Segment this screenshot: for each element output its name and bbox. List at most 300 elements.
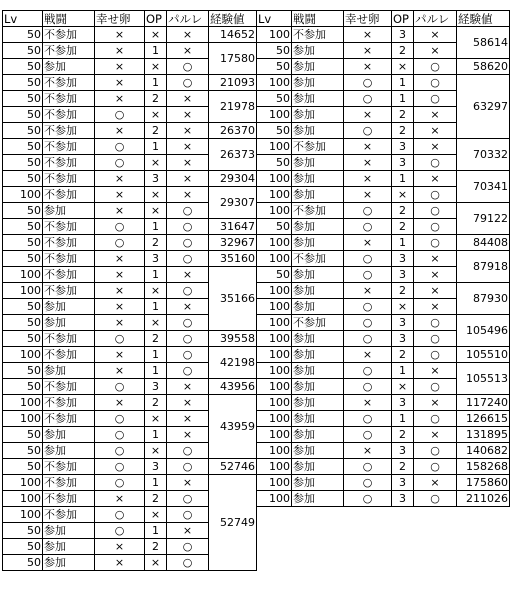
lv-cell: 50: [257, 267, 292, 283]
parle-cell: ○: [414, 411, 457, 427]
parle-cell: ○: [167, 235, 209, 251]
battle-cell: 参加: [292, 91, 344, 107]
lv-cell: 100: [3, 395, 43, 411]
lv-cell: 100: [257, 251, 292, 267]
op-cell: ×: [145, 315, 167, 331]
table-row: [3, 251, 257, 267]
op-cell: 3: [392, 443, 414, 459]
parle-cell: ×: [167, 139, 209, 155]
battle-cell: 参加: [43, 523, 95, 539]
lucky-egg-cell: ×: [344, 443, 392, 459]
lucky-egg-cell: ×: [95, 251, 145, 267]
parle-cell: ×: [414, 475, 457, 491]
battle-cell: 参加: [43, 555, 95, 571]
exp-cell: 17580: [209, 43, 257, 75]
lucky-egg-cell: ○: [344, 123, 392, 139]
exp-cell: 52749: [209, 475, 257, 571]
exp-cell: 105496: [457, 315, 510, 347]
right-table: [256, 10, 510, 507]
battle-cell: 不参加: [43, 459, 95, 475]
parle-cell: ×: [167, 475, 209, 491]
parle-cell: ○: [414, 219, 457, 235]
lv-cell: 50: [3, 59, 43, 75]
table-row: [257, 251, 510, 267]
parle-cell: ×: [414, 27, 457, 43]
op-cell: 3: [392, 475, 414, 491]
battle-cell: 不参加: [43, 251, 95, 267]
op-cell: 2: [392, 107, 414, 123]
battle-cell: 参加: [292, 267, 344, 283]
parle-cell: ○: [414, 459, 457, 475]
op-cell: ×: [145, 187, 167, 203]
op-cell: 2: [392, 43, 414, 59]
op-cell: 1: [145, 267, 167, 283]
op-cell: 3: [392, 27, 414, 43]
parle-cell: ×: [414, 363, 457, 379]
lucky-egg-cell: ○: [344, 379, 392, 395]
lv-cell: 50: [3, 27, 43, 43]
op-cell: 2: [145, 123, 167, 139]
parle-cell: ○: [167, 331, 209, 347]
lucky-egg-cell: ○: [344, 299, 392, 315]
op-cell: 2: [145, 235, 167, 251]
parle-cell: ○: [414, 347, 457, 363]
battle-cell: 不参加: [292, 139, 344, 155]
battle-cell: 不参加: [43, 75, 95, 91]
battle-cell: 不参加: [43, 283, 95, 299]
op-cell: 3: [145, 459, 167, 475]
table-row: [257, 459, 510, 475]
lucky-egg-cell: ×: [95, 539, 145, 555]
parle-cell: ○: [167, 219, 209, 235]
op-cell: 3: [392, 315, 414, 331]
header-op: OP: [145, 11, 167, 27]
parle-cell: ○: [414, 331, 457, 347]
lucky-egg-cell: ×: [95, 267, 145, 283]
lv-cell: 50: [257, 123, 292, 139]
lucky-egg-cell: ×: [344, 59, 392, 75]
battle-cell: 参加: [43, 299, 95, 315]
exp-cell: 131895: [457, 427, 510, 443]
table-row: [257, 203, 510, 219]
parle-cell: ○: [167, 283, 209, 299]
lv-cell: 100: [257, 27, 292, 43]
table-row: [3, 171, 257, 187]
parle-cell: ×: [414, 283, 457, 299]
battle-cell: 参加: [292, 75, 344, 91]
op-cell: ×: [392, 59, 414, 75]
lucky-egg-cell: ×: [95, 347, 145, 363]
battle-cell: 不参加: [43, 187, 95, 203]
lv-cell: 50: [3, 443, 43, 459]
lv-cell: 50: [3, 91, 43, 107]
lv-cell: 50: [3, 43, 43, 59]
table-row: [3, 91, 257, 107]
lv-cell: 50: [3, 75, 43, 91]
exp-cell: 35166: [209, 267, 257, 331]
header-row: [257, 11, 510, 27]
parle-cell: ○: [167, 203, 209, 219]
lucky-egg-cell: ○: [344, 427, 392, 443]
lv-cell: 50: [3, 203, 43, 219]
op-cell: 3: [392, 267, 414, 283]
lucky-egg-cell: ○: [95, 331, 145, 347]
op-cell: ×: [145, 155, 167, 171]
exp-cell: 43956: [209, 379, 257, 395]
battle-cell: 参加: [43, 203, 95, 219]
battle-cell: 参加: [43, 315, 95, 331]
battle-cell: 参加: [292, 155, 344, 171]
lv-cell: 100: [257, 347, 292, 363]
lv-cell: 50: [3, 363, 43, 379]
lv-cell: 50: [3, 555, 43, 571]
lv-cell: 100: [257, 427, 292, 443]
parle-cell: ×: [414, 251, 457, 267]
op-cell: 2: [392, 123, 414, 139]
battle-cell: 参加: [292, 235, 344, 251]
op-cell: ×: [145, 411, 167, 427]
parle-cell: ×: [414, 139, 457, 155]
lucky-egg-cell: ○: [95, 427, 145, 443]
exp-cell: 211026: [457, 491, 510, 507]
lv-cell: 50: [3, 523, 43, 539]
exp-cell: 29304: [209, 171, 257, 187]
table-row: [3, 379, 257, 395]
lucky-egg-cell: ×: [344, 171, 392, 187]
op-cell: 1: [145, 475, 167, 491]
lv-cell: 50: [257, 43, 292, 59]
battle-cell: 参加: [43, 539, 95, 555]
battle-cell: 参加: [292, 411, 344, 427]
battle-cell: 参加: [292, 59, 344, 75]
op-cell: 3: [392, 251, 414, 267]
battle-cell: 不参加: [43, 139, 95, 155]
parle-cell: ○: [167, 251, 209, 267]
battle-cell: 参加: [292, 331, 344, 347]
table-row: [3, 43, 257, 59]
lucky-egg-cell: ○: [95, 507, 145, 523]
parle-cell: ○: [167, 507, 209, 523]
exp-cell: 175860: [457, 475, 510, 491]
lucky-egg-cell: ○: [344, 315, 392, 331]
op-cell: 1: [392, 411, 414, 427]
table-row: [257, 27, 510, 43]
battle-cell: 参加: [292, 475, 344, 491]
op-cell: 2: [145, 539, 167, 555]
exp-cell: 43959: [209, 395, 257, 459]
lucky-egg-cell: ×: [344, 347, 392, 363]
battle-cell: 参加: [292, 427, 344, 443]
exp-cell: 87918: [457, 251, 510, 283]
table-row: [3, 187, 257, 203]
table-row: [3, 75, 257, 91]
table-row: [257, 427, 510, 443]
parle-cell: ○: [167, 363, 209, 379]
op-cell: 1: [145, 347, 167, 363]
battle-cell: 参加: [43, 427, 95, 443]
op-cell: 2: [392, 203, 414, 219]
table-row: [257, 315, 510, 331]
lucky-egg-cell: ○: [344, 363, 392, 379]
lv-cell: 100: [257, 315, 292, 331]
lv-cell: 100: [257, 363, 292, 379]
lv-cell: 100: [257, 475, 292, 491]
parle-cell: ×: [167, 427, 209, 443]
parle-cell: ×: [414, 267, 457, 283]
parle-cell: ×: [414, 43, 457, 59]
op-cell: 2: [392, 219, 414, 235]
lv-cell: 50: [3, 107, 43, 123]
lv-cell: 100: [3, 411, 43, 427]
battle-cell: 不参加: [43, 395, 95, 411]
battle-cell: 不参加: [292, 203, 344, 219]
lv-cell: 100: [257, 139, 292, 155]
table-row: [3, 347, 257, 363]
lv-cell: 50: [3, 251, 43, 267]
battle-cell: 参加: [292, 123, 344, 139]
battle-cell: 不参加: [43, 219, 95, 235]
lv-cell: 50: [257, 91, 292, 107]
lv-cell: 100: [257, 203, 292, 219]
op-cell: 1: [145, 219, 167, 235]
op-cell: 1: [392, 91, 414, 107]
exp-cell: 87930: [457, 283, 510, 315]
lucky-egg-cell: ○: [344, 203, 392, 219]
exp-cell: 70341: [457, 171, 510, 203]
exp-cell: 105510: [457, 347, 510, 363]
op-cell: ×: [145, 283, 167, 299]
op-cell: 1: [145, 139, 167, 155]
lucky-egg-cell: ×: [344, 395, 392, 411]
lucky-egg-cell: ×: [344, 27, 392, 43]
op-cell: ×: [145, 203, 167, 219]
lucky-egg-cell: ×: [95, 91, 145, 107]
lv-cell: 100: [257, 491, 292, 507]
lucky-egg-cell: ○: [95, 107, 145, 123]
lucky-egg-cell: ○: [95, 235, 145, 251]
parle-cell: ○: [414, 187, 457, 203]
header-exp: 経験値: [209, 11, 257, 27]
battle-cell: 参加: [292, 491, 344, 507]
table-row: [257, 171, 510, 187]
battle-cell: 参加: [292, 347, 344, 363]
lucky-egg-cell: ×: [95, 171, 145, 187]
lv-cell: 50: [3, 331, 43, 347]
op-cell: 1: [145, 299, 167, 315]
battle-cell: 不参加: [43, 43, 95, 59]
battle-cell: 不参加: [43, 475, 95, 491]
battle-cell: 参加: [292, 283, 344, 299]
battle-cell: 参加: [43, 59, 95, 75]
op-cell: ×: [145, 107, 167, 123]
lv-cell: 50: [3, 139, 43, 155]
op-cell: 1: [392, 171, 414, 187]
table-row: [257, 75, 510, 91]
op-cell: 2: [145, 331, 167, 347]
table-row: [257, 59, 510, 75]
lucky-egg-cell: ×: [344, 187, 392, 203]
lv-cell: 100: [257, 235, 292, 251]
lucky-egg-cell: ○: [95, 443, 145, 459]
table-row: [257, 235, 510, 251]
exp-cell: 29307: [209, 187, 257, 219]
battle-cell: 不参加: [43, 379, 95, 395]
parle-cell: ×: [167, 187, 209, 203]
parle-cell: ○: [167, 59, 209, 75]
op-cell: 2: [145, 91, 167, 107]
battle-cell: 不参加: [43, 91, 95, 107]
parle-cell: ×: [414, 107, 457, 123]
lv-cell: 100: [257, 299, 292, 315]
parle-cell: ×: [167, 411, 209, 427]
lv-cell: 50: [3, 219, 43, 235]
lv-cell: 100: [257, 171, 292, 187]
exp-cell: 58620: [457, 59, 510, 75]
battle-cell: 参加: [292, 219, 344, 235]
table-row: [3, 395, 257, 411]
parle-cell: ×: [414, 395, 457, 411]
header-battle: 戦闘: [43, 11, 95, 27]
op-cell: 3: [392, 395, 414, 411]
table-row: [3, 139, 257, 155]
battle-cell: 不参加: [43, 123, 95, 139]
parle-cell: ×: [167, 379, 209, 395]
parle-cell: ×: [167, 107, 209, 123]
parle-cell: ○: [414, 75, 457, 91]
lv-cell: 50: [257, 59, 292, 75]
lv-cell: 100: [3, 267, 43, 283]
lucky-egg-cell: ×: [95, 27, 145, 43]
exp-cell: 140682: [457, 443, 510, 459]
table-row: [257, 347, 510, 363]
lucky-egg-cell: ×: [95, 123, 145, 139]
header-lucky-egg: 幸せ卵: [344, 11, 392, 27]
lv-cell: 100: [3, 491, 43, 507]
lv-cell: 100: [3, 347, 43, 363]
op-cell: 3: [392, 331, 414, 347]
lv-cell: 50: [3, 459, 43, 475]
exp-cell: 31647: [209, 219, 257, 235]
battle-cell: 参加: [43, 443, 95, 459]
battle-cell: 参加: [292, 107, 344, 123]
lv-cell: 50: [3, 235, 43, 251]
parle-cell: ○: [414, 91, 457, 107]
battle-cell: 不参加: [43, 411, 95, 427]
lucky-egg-cell: ○: [344, 251, 392, 267]
parle-cell: ○: [167, 315, 209, 331]
header-exp: 経験値: [457, 11, 510, 27]
table-row: [257, 363, 510, 379]
battle-cell: 参加: [292, 43, 344, 59]
table-row: [257, 443, 510, 459]
parle-cell: ○: [414, 443, 457, 459]
exp-cell: 58614: [457, 27, 510, 59]
lucky-egg-cell: ×: [95, 43, 145, 59]
op-cell: 1: [392, 75, 414, 91]
lucky-egg-cell: ×: [95, 75, 145, 91]
parle-cell: ×: [167, 91, 209, 107]
lucky-egg-cell: ○: [344, 91, 392, 107]
battle-cell: 不参加: [43, 235, 95, 251]
lv-cell: 100: [3, 475, 43, 491]
exp-cell: 42198: [209, 347, 257, 379]
table-row: [3, 459, 257, 475]
exp-cell: 21978: [209, 91, 257, 123]
lucky-egg-cell: ×: [95, 395, 145, 411]
lv-cell: 100: [257, 459, 292, 475]
lv-cell: 50: [3, 123, 43, 139]
table-row: [257, 139, 510, 155]
op-cell: 1: [145, 427, 167, 443]
table-row: [257, 411, 510, 427]
op-cell: 2: [145, 395, 167, 411]
op-cell: 2: [392, 347, 414, 363]
lv-cell: 50: [3, 539, 43, 555]
op-cell: ×: [392, 299, 414, 315]
parle-cell: ○: [167, 539, 209, 555]
lucky-egg-cell: ×: [344, 283, 392, 299]
exp-cell: 126615: [457, 411, 510, 427]
battle-cell: 参加: [292, 187, 344, 203]
lv-cell: 100: [257, 107, 292, 123]
lucky-egg-cell: ○: [344, 331, 392, 347]
lucky-egg-cell: ○: [95, 411, 145, 427]
op-cell: ×: [145, 555, 167, 571]
parle-cell: ○: [414, 59, 457, 75]
lv-cell: 100: [257, 187, 292, 203]
lv-cell: 50: [3, 299, 43, 315]
lucky-egg-cell: ×: [344, 139, 392, 155]
table-row: [3, 123, 257, 139]
battle-cell: 不参加: [43, 171, 95, 187]
battle-cell: 参加: [292, 363, 344, 379]
op-cell: ×: [392, 187, 414, 203]
lv-cell: 100: [257, 379, 292, 395]
parle-cell: ○: [167, 75, 209, 91]
parle-cell: ○: [414, 379, 457, 395]
parle-cell: ×: [167, 155, 209, 171]
parle-cell: ○: [167, 555, 209, 571]
exp-cell: 105513: [457, 363, 510, 395]
op-cell: 1: [145, 43, 167, 59]
exp-cell: 35160: [209, 251, 257, 267]
op-cell: 3: [392, 491, 414, 507]
header-parle: パルレ: [167, 11, 209, 27]
lucky-egg-cell: ○: [95, 219, 145, 235]
exp-cell: 39558: [209, 331, 257, 347]
exp-cell: 32967: [209, 235, 257, 251]
lv-cell: 50: [3, 315, 43, 331]
op-cell: 3: [392, 139, 414, 155]
parle-cell: ○: [167, 347, 209, 363]
op-cell: 3: [145, 379, 167, 395]
table-row: [3, 267, 257, 283]
table-row: [3, 331, 257, 347]
parle-cell: ×: [167, 27, 209, 43]
lucky-egg-cell: ○: [344, 475, 392, 491]
exp-cell: 26370: [209, 123, 257, 139]
left-table: [2, 10, 257, 571]
lv-cell: 50: [3, 379, 43, 395]
parle-cell: ×: [167, 267, 209, 283]
lucky-egg-cell: ×: [95, 283, 145, 299]
lucky-egg-cell: ×: [344, 107, 392, 123]
lv-cell: 100: [3, 283, 43, 299]
exp-cell: 26373: [209, 139, 257, 171]
lucky-egg-cell: ×: [95, 555, 145, 571]
op-cell: ×: [392, 379, 414, 395]
battle-cell: 不参加: [43, 347, 95, 363]
